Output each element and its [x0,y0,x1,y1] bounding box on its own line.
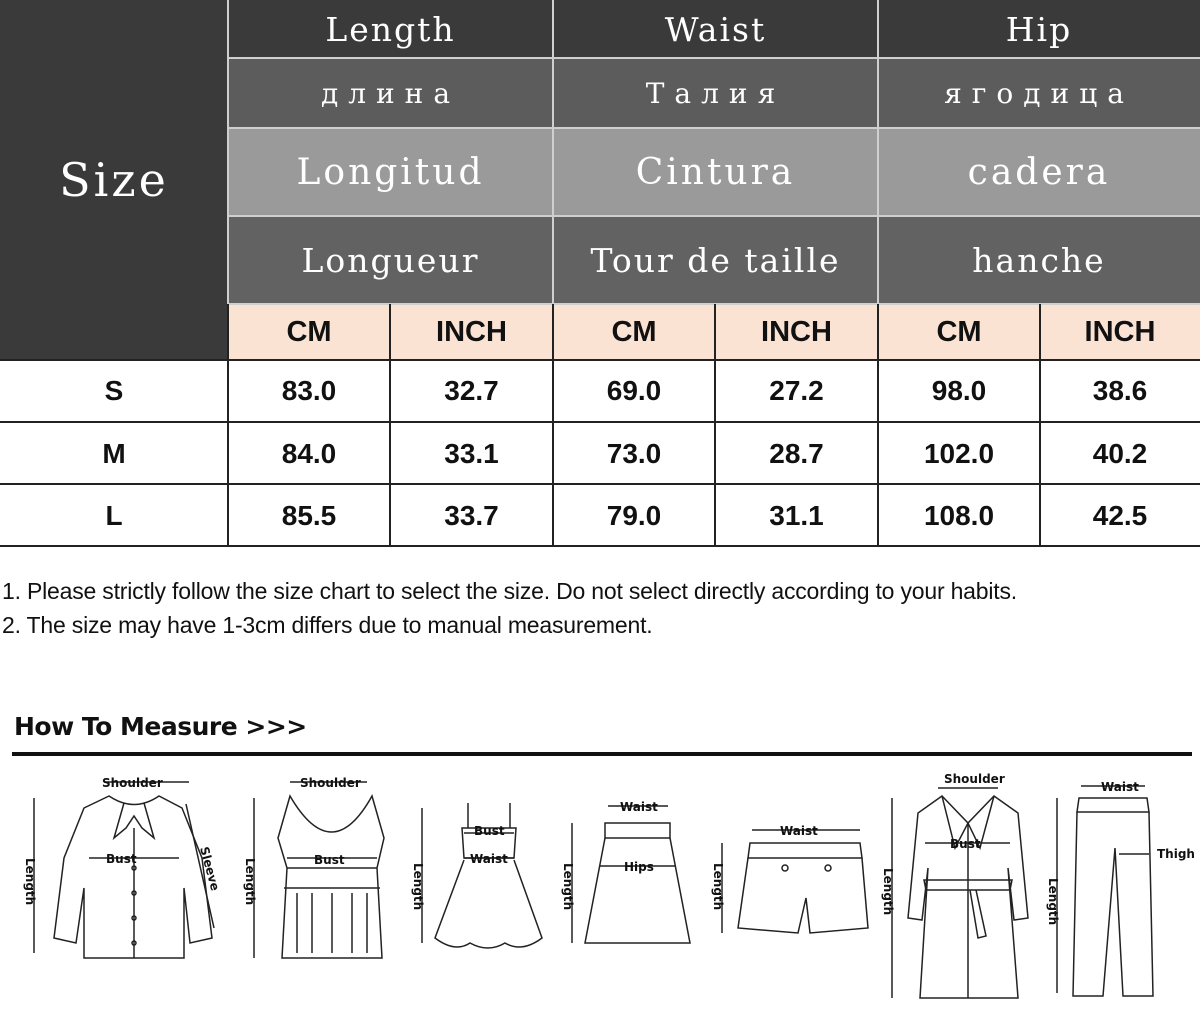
grid-line [0,545,1200,547]
table-cell: 79.0 [553,485,715,547]
table-cell: 42.5 [1040,485,1200,547]
unit-waist-inch: INCH [715,304,878,360]
coat-icon [880,768,1040,1008]
dress-icon [410,768,550,983]
label-hips: Hips [624,860,654,874]
table-cell: 83.0 [228,360,390,422]
table-cell: 85.5 [228,485,390,547]
header-waist-en: Waist [553,0,878,58]
size-cell-l: L [0,485,228,547]
header-hip-en: Hip [878,0,1200,58]
header-waist-es: Cintura [553,128,878,216]
label-bust: Bust [474,824,505,838]
label-waist: Waist [470,852,508,866]
label-shoulder: Shoulder [102,776,163,790]
skirt-icon [560,768,700,983]
unit-hip-inch: INCH [1040,304,1200,360]
label-waist: Waist [620,800,658,814]
header-hip-fr: hanche [878,216,1200,304]
divider [12,752,1192,756]
label-length: Length [881,868,895,916]
label-length: Length [1046,878,1060,926]
table-cell: 69.0 [553,360,715,422]
label-length: Length [23,858,37,906]
blouse-icon [14,768,234,983]
label-waist: Waist [1101,780,1139,794]
grid-line [227,304,229,547]
label-bust: Bust [950,837,981,851]
label-length: Length [243,858,257,906]
size-cell-m: M [0,423,228,485]
label-length: Length [561,863,575,911]
table-cell: 31.1 [715,485,878,547]
label-bust: Bust [314,853,345,867]
table-cell: 38.6 [1040,360,1200,422]
header-length-en: Length [228,0,553,58]
grid-line [228,127,1200,129]
shorts-icon [710,768,870,983]
grid-line [1039,304,1041,547]
size-cell-s: S [0,360,228,422]
label-shoulder: Shoulder [300,776,361,790]
label-sleeve: Sleeve [197,845,223,893]
label-length: Length [711,863,725,911]
unit-hip-cm: CM [878,304,1040,360]
grid-line [0,421,1200,423]
label-length: Length [411,863,425,911]
header-hip-es: cadera [878,128,1200,216]
grid-line [228,57,1200,59]
table-cell: 102.0 [878,423,1040,485]
grid-line [389,304,391,547]
header-hip-ru: ягодица [878,58,1200,128]
table-cell: 98.0 [878,360,1040,422]
grid-line [714,304,716,547]
label-thigh: Thigh [1157,847,1195,861]
table-cell: 32.7 [390,360,553,422]
note-size-chart: 1. Please strictly follow the size chart to select the size. Do not select directly according to your habits. [2,578,1017,604]
table-cell: 33.7 [390,485,553,547]
header-length-fr: Longueur [228,216,553,304]
table-cell: 33.1 [390,423,553,485]
grid-line [552,0,554,304]
label-waist: Waist [780,824,818,838]
table-cell: 73.0 [553,423,715,485]
pants-icon [1045,768,1195,1008]
label-bust: Bust [106,852,137,866]
header-length-es: Longitud [228,128,553,216]
size-header: Size [0,0,228,360]
table-cell: 40.2 [1040,423,1200,485]
label-shoulder: Shoulder [944,772,1005,786]
grid-line [0,483,1200,485]
grid-line [877,0,879,304]
header-waist-fr: Tour de taille [553,216,878,304]
note-measurement-error: 2. The size may have 1-3cm differs due to manual measurement. [2,612,653,638]
grid-line [877,304,879,547]
header-length-ru: длина [228,58,553,128]
table-cell: 108.0 [878,485,1040,547]
tank-top-icon [242,768,392,983]
how-to-measure-title: How To Measure >>> [14,712,307,741]
table-cell: 27.2 [715,360,878,422]
unit-waist-cm: CM [553,304,715,360]
grid-line [0,359,1200,361]
grid-line [552,304,554,547]
unit-length-cm: CM [228,304,390,360]
grid-line [228,215,1200,217]
grid-line [227,0,229,304]
unit-length-inch: INCH [390,304,553,360]
header-waist-ru: Талия [553,58,878,128]
table-cell: 28.7 [715,423,878,485]
table-cell: 84.0 [228,423,390,485]
